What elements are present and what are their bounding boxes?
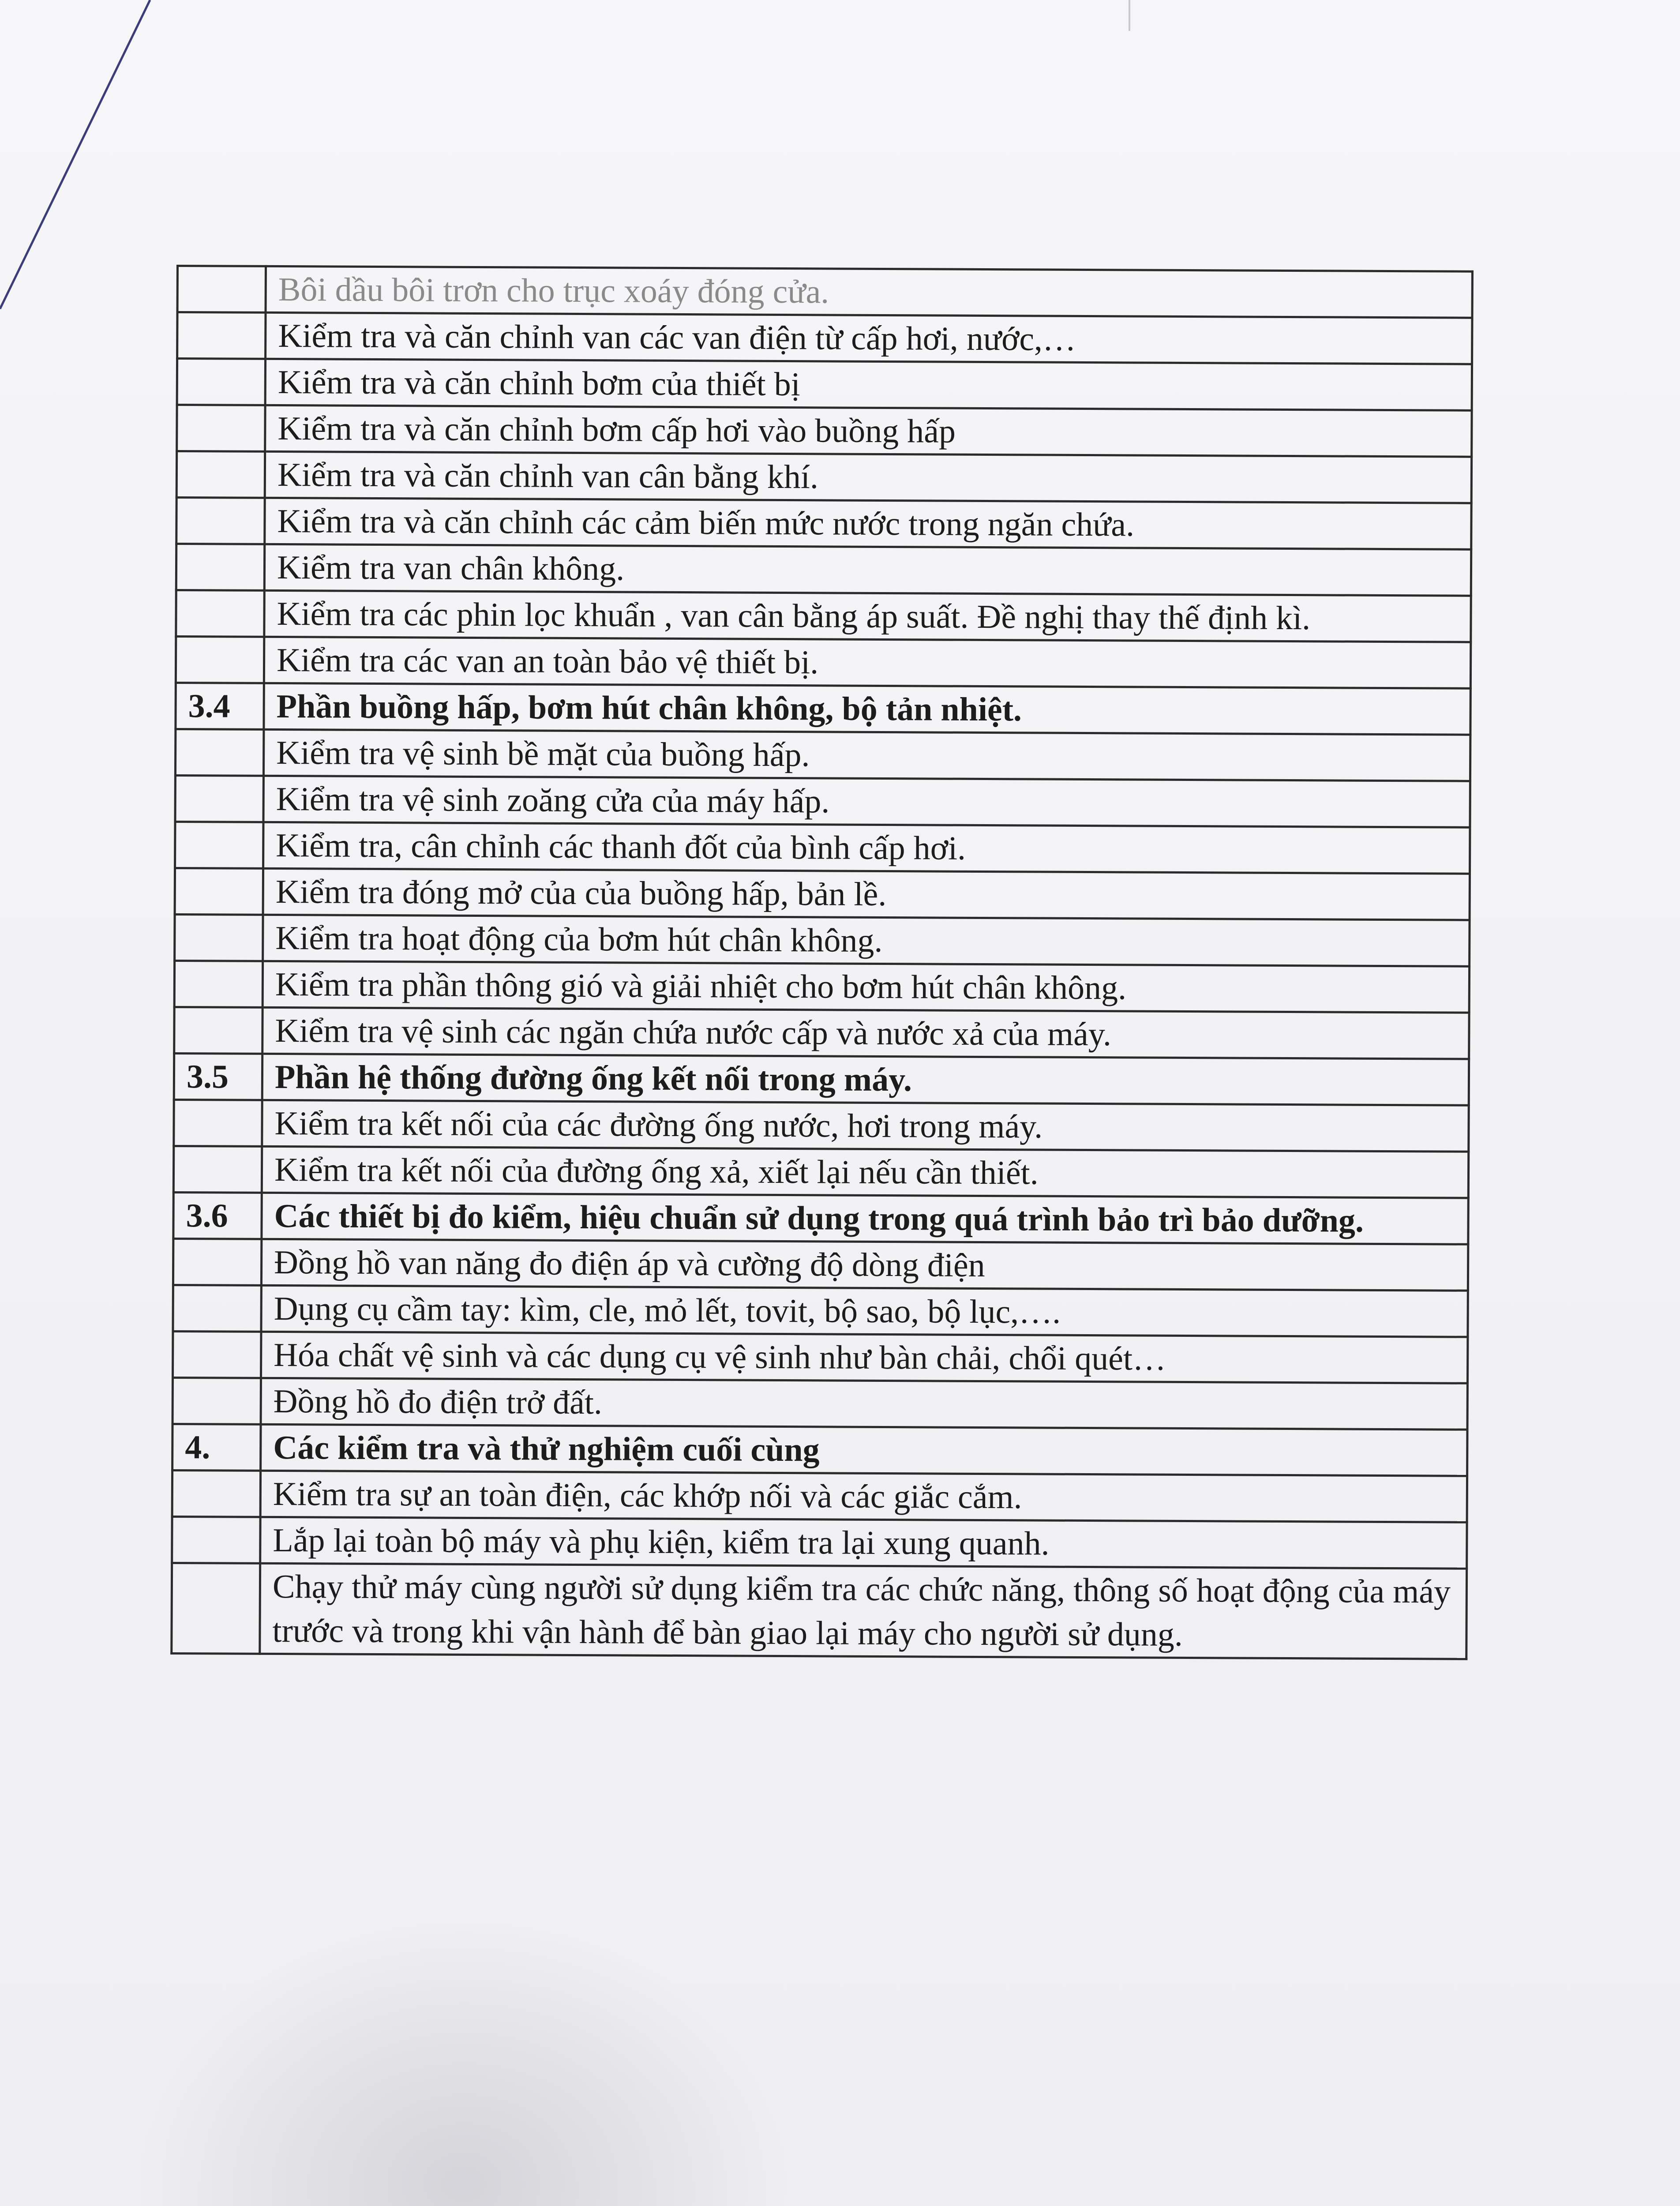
table-row [172,1470,1467,1522]
row-text: Dụng cụ cầm tay: kìm, cle, mỏ lết, tovit, bộ sao, bộ lục,…. [261,1285,1468,1337]
table-row [174,1099,1469,1152]
row-number: 3.4 [176,683,264,730]
row-number [173,1146,262,1193]
table-row [174,1007,1469,1059]
row-number [176,544,264,591]
row-number: 4. [172,1424,261,1471]
row-number: 3.6 [173,1192,262,1239]
table-row [172,1377,1467,1429]
section-row [176,683,1470,735]
row-number [176,590,264,637]
row-number [173,1285,261,1332]
row-text: Hóa chất vệ sinh và các dụng cụ vệ sinh như bàn chải, chổi quét… [261,1332,1467,1383]
row-text: Kiểm tra các phin lọc khuẩn , van cân bằng áp suất. Đề nghị thay thế định kì. [264,590,1471,642]
row-number [173,1238,261,1285]
table-row [175,822,1470,874]
section-row [173,1192,1468,1244]
row-number [176,498,265,544]
table-row [175,729,1470,781]
row-text: Kiểm tra phần thông gió và giải nhiệt cho bơm hút chân không. [262,961,1469,1013]
row-text: Phần buồng hấp, bơm hút chân không, bộ tản nhiệt. [264,683,1470,735]
table-row [177,359,1472,411]
row-text: Phần hệ thống đường ống kết nối trong máy. [262,1054,1469,1105]
row-number [177,405,265,452]
table-row [172,1563,1467,1659]
row-number [172,1563,260,1654]
row-text: Chạy thử máy cùng người sử dụng kiểm tra các chức năng, thông số hoạt động của máy trước và trong khi vận hành để bàn giao lại máy cho người sử dụng. [260,1563,1467,1659]
row-number [175,775,263,822]
table-row [175,775,1470,827]
row-text: Kiểm tra các van an toàn bảo vệ thiết bị. [264,637,1470,688]
row-number [175,729,263,776]
row-text: Kiểm tra sự an toàn điện, các khớp nối và các giắc cắm. [260,1471,1467,1522]
row-number: 3.5 [174,1053,262,1100]
table-row [176,637,1470,689]
row-text: Kiểm tra van chân không. [264,544,1471,596]
table-row [173,1238,1468,1291]
table-row [173,1146,1468,1198]
row-number [174,1007,262,1054]
row-number [177,359,265,405]
table-row [176,498,1471,550]
row-text: Các thiết bị đo kiểm, hiệu chuẩn sử dụng trong quá trình bảo trì bảo dưỡng. [262,1193,1468,1244]
table-row [177,266,1472,318]
row-text: Đồng hồ đo điện trở đất. [261,1378,1467,1429]
section-row [174,1053,1469,1105]
row-number [172,1331,261,1378]
row-number [174,1099,262,1146]
table-row [176,451,1471,503]
row-text: Kiểm tra và căn chỉnh bơm của thiết bị [265,359,1472,410]
section-row [172,1424,1467,1476]
row-number [172,1470,260,1517]
row-text: Kiểm tra hoạt động của bơm hút chân không. [263,915,1470,966]
page-shadow [132,1919,794,2206]
row-text: Lắp lại toàn bộ máy và phụ kiện, kiểm tra lại xung quanh. [260,1517,1467,1568]
table-row [177,405,1472,457]
row-text: Kiểm tra kết nối của các đường ống nước, hơi trong máy. [262,1100,1469,1152]
maintenance-checklist-table [170,265,1474,1660]
table-row [174,960,1469,1013]
row-text: Kiểm tra, cân chỉnh các thanh đốt của bình cấp hơi. [263,822,1470,874]
row-number [177,266,266,313]
row-number [176,637,264,683]
row-text: Kiểm tra đóng mở của của buồng hấp, bản lề. [263,868,1470,920]
row-number [175,914,263,961]
row-text: Kiểm tra và căn chỉnh van cân bằng khí. [265,451,1471,503]
row-text: Kiểm tra và căn chỉnh các cảm biến mức nước trong ngăn chứa. [265,498,1471,549]
row-text: Kiểm tra vệ sinh các ngăn chứa nước cấp và nước xả của máy. [262,1007,1469,1059]
row-number [172,1377,261,1424]
row-number [177,312,266,359]
row-text: Kiểm tra và căn chỉnh bơm cấp hơi vào buồng hấp [265,405,1472,457]
row-number [176,451,265,498]
table-row [175,868,1470,920]
table-row [173,1285,1468,1337]
table-row [176,590,1471,642]
table-row [175,914,1470,966]
row-number [174,960,262,1007]
table-row [177,312,1472,364]
row-text: Kiểm tra kết nối của đường ống xả, xiết lại nếu cần thiết. [262,1146,1468,1198]
row-text: Các kiểm tra và thử nghiệm cuối cùng [261,1424,1467,1476]
row-number [172,1516,260,1563]
row-text: Kiểm tra vệ sinh zoăng cửa của máy hấp. [263,776,1470,827]
table-row [176,544,1471,596]
row-text: Kiểm tra và căn chỉnh van các van điện từ cấp hơi, nước,… [266,312,1472,364]
row-text: Bôi dầu bôi trơn cho trục xoáy đóng cửa. [266,266,1472,318]
table-row [172,1331,1467,1383]
row-text: Kiểm tra vệ sinh bề mặt của buồng hấp. [263,729,1470,781]
row-number [175,868,263,915]
table-row [172,1516,1467,1568]
row-text: Đồng hồ van năng đo điện áp và cường độ dòng điện [261,1239,1468,1291]
row-number [175,822,263,868]
